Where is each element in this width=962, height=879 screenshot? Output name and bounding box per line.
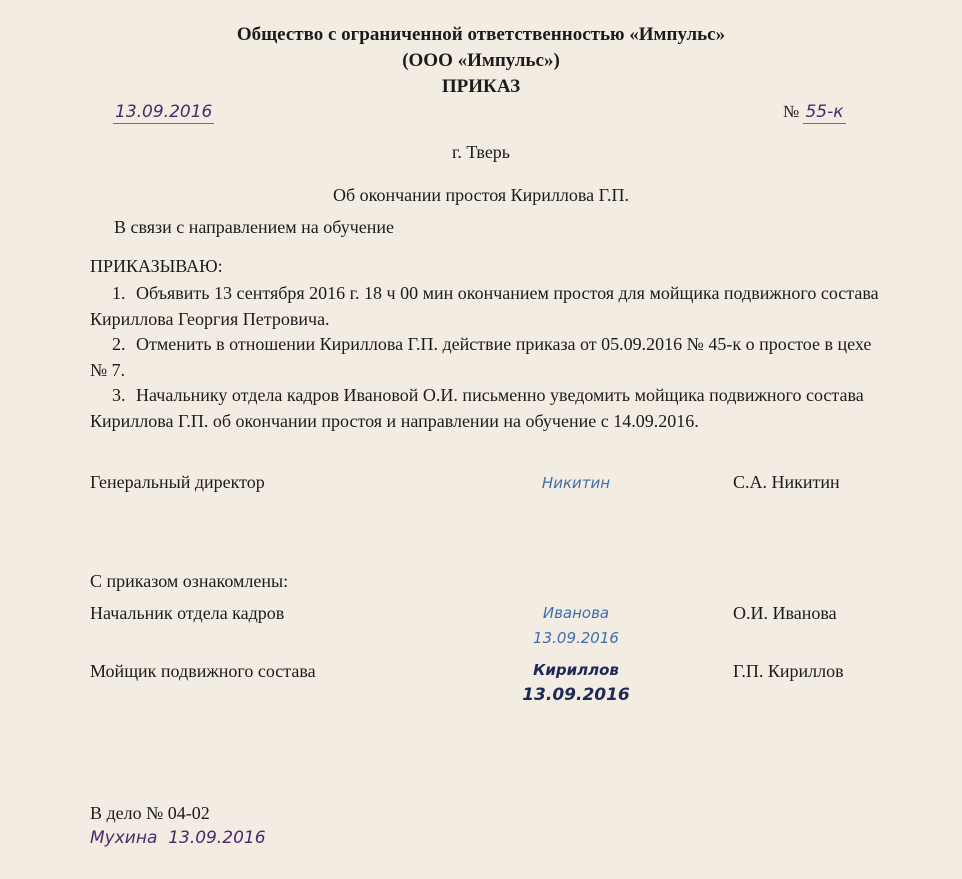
item-text: Отменить в отношении Кириллова Г.П. действие приказа от 05.09.2016 № 45-к о простое в цехе № 7. xyxy=(90,334,872,380)
washer-signature: Кириллов xyxy=(533,661,619,679)
city: г. Тверь xyxy=(451,142,511,162)
washer-name: Г.П. Кириллов xyxy=(733,661,844,681)
item-number: 1. xyxy=(112,283,126,303)
order-reason: В связи с направлением на обучение xyxy=(114,217,395,237)
item-number: 2. xyxy=(112,334,126,354)
item-text: Объявить 13 сентября 2016 г. 18 ч 00 мин окончанием простоя для мойщика подвижного состава Кириллова Георгия Петровича. xyxy=(90,283,879,329)
washer-position: Мойщик подвижного состава xyxy=(90,661,316,681)
item-number: 3. xyxy=(112,385,126,405)
order-number-value: 55-к xyxy=(805,102,844,122)
order-item-2 xyxy=(90,331,890,383)
document-type: ПРИКАЗ xyxy=(441,76,521,97)
order-date xyxy=(113,102,214,122)
order-subject: Об окончании простоя Кириллова Г.П. xyxy=(332,185,630,205)
director-signature: Никитин xyxy=(541,474,611,492)
filing-mark xyxy=(90,828,266,848)
filing-signature: Мухина xyxy=(90,828,158,848)
order-item-1 xyxy=(90,280,890,332)
filing-label: В дело № 04-02 xyxy=(90,803,210,823)
hr-head-position: Начальник отдела кадров xyxy=(90,603,285,623)
hr-head-signature: Иванова xyxy=(542,604,610,622)
item-text: Начальнику отдела кадров Ивановой О.И. письменно уведомить мойщика подвижного состава Кириллова Г.П. об окончании простоя и направлении на обучение с 14.09.2016. xyxy=(90,385,864,431)
hr-head-date: 13.09.2016 xyxy=(533,629,619,647)
director-name: С.А. Никитин xyxy=(733,472,840,492)
order-date-value: 13.09.2016 xyxy=(115,102,213,122)
company-full-name: Общество с ограниченной ответственностью «Импульс» xyxy=(236,24,726,45)
filing-date: 13.09.2016 xyxy=(168,828,266,848)
number-sign: № xyxy=(783,102,800,121)
hr-head-name: О.И. Иванова xyxy=(733,603,837,623)
company-short-name: (ООО «Импульс») xyxy=(402,50,560,71)
acquainted-heading: С приказом ознакомлены: xyxy=(90,571,289,591)
order-word: ПРИКАЗЫВАЮ: xyxy=(90,256,223,276)
order-number xyxy=(783,102,846,122)
washer-date: 13.09.2016 xyxy=(522,685,630,705)
order-item-3 xyxy=(90,382,890,434)
director-position: Генеральный директор xyxy=(90,472,265,492)
